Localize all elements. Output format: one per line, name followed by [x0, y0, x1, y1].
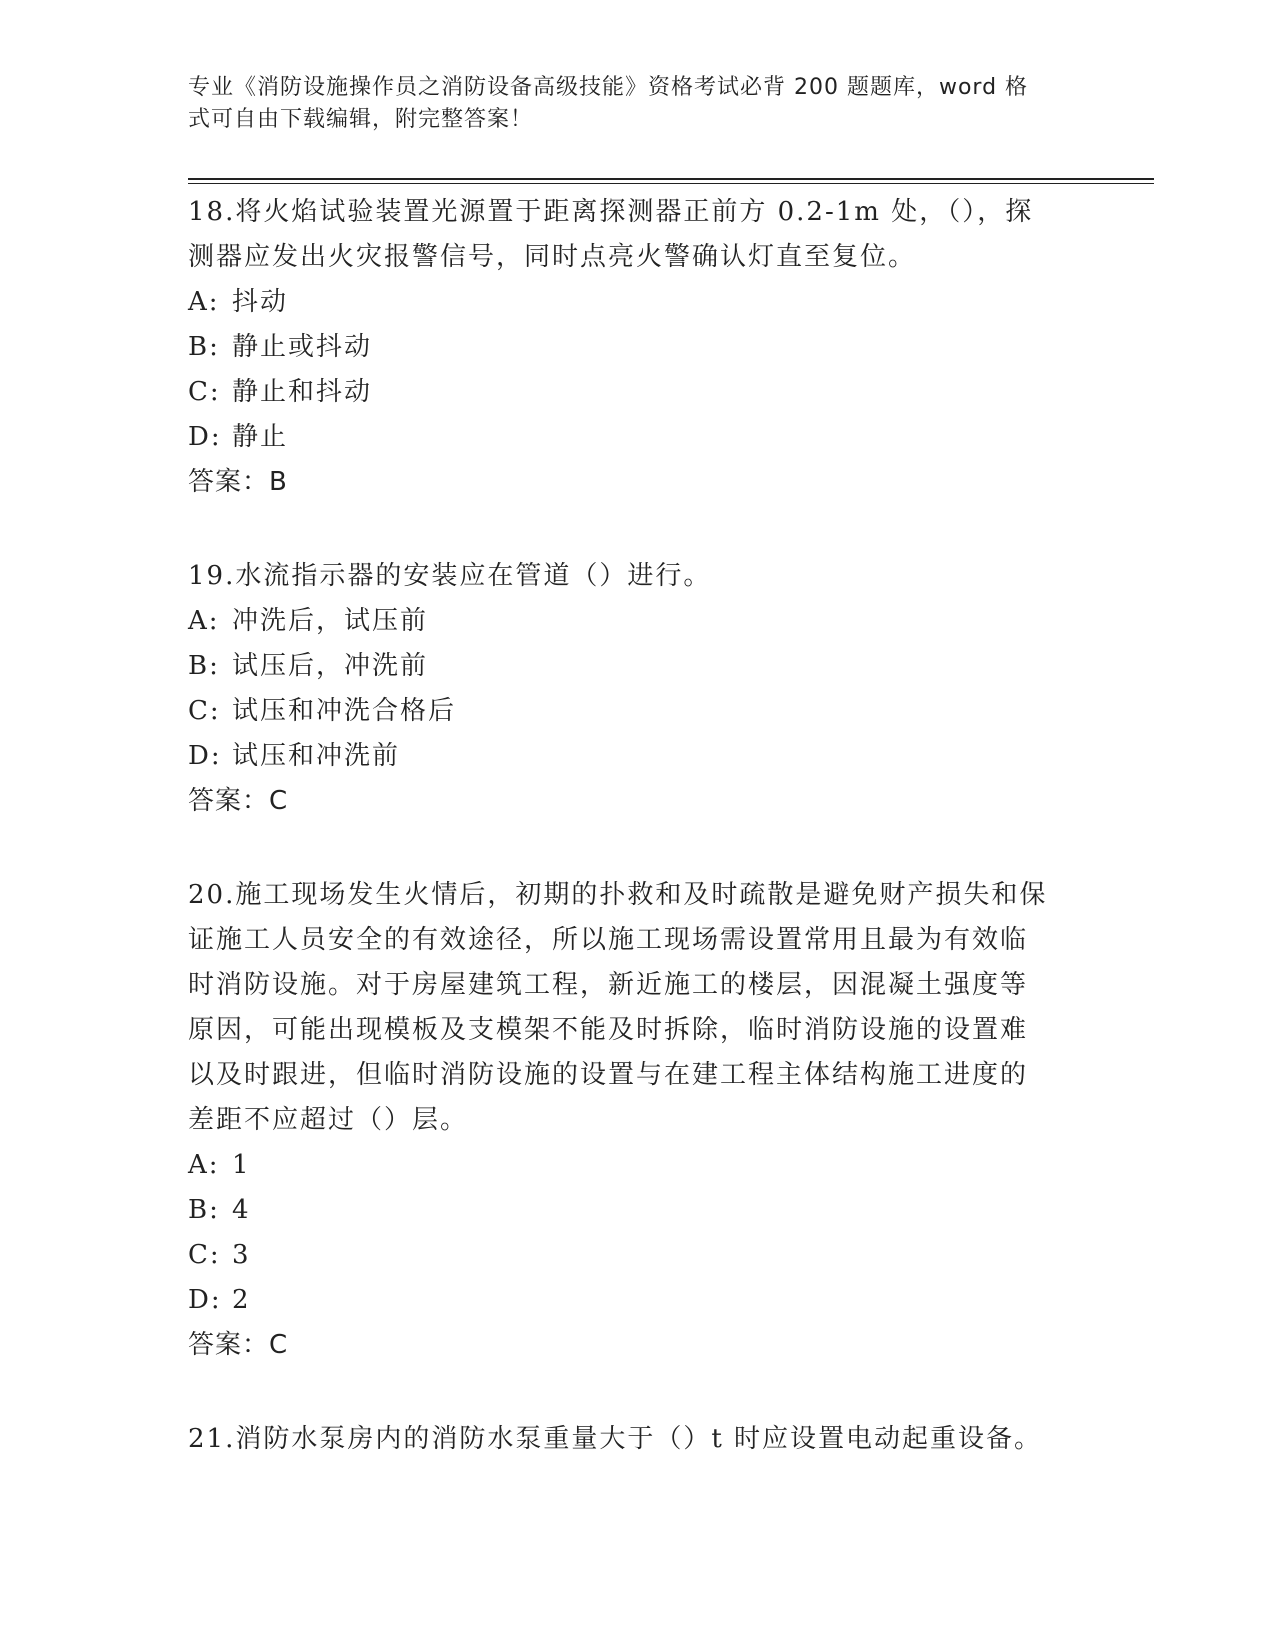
- stem-line: 测器应发出火灾报警信号，同时点亮火警确认灯直至复位。: [188, 242, 917, 272]
- option-a: [188, 280, 1068, 325]
- option-c: [188, 1233, 1068, 1278]
- question-19: [188, 552, 1068, 824]
- stem-line: 以及时跟进，但临时消防设施的设置与在建工程主体结构施工进度的: [188, 1060, 1029, 1090]
- stem-line: 时消防设施。对于房屋建筑工程，新近施工的楼层，因混凝土强度等: [188, 970, 1029, 1000]
- question-spacer: [188, 505, 1068, 552]
- option-b: [188, 644, 1068, 689]
- option-text: 静止和抖动: [232, 377, 373, 407]
- option-key: A:: [188, 1150, 220, 1180]
- option-text: 试压后，冲洗前: [232, 651, 429, 681]
- answer-line: 答案：C: [188, 1330, 289, 1360]
- stem-line: 18.将火焰试验装置光源置于距离探测器正前方 0.2-1m 处，（），探: [188, 197, 1034, 227]
- option-text: 静止: [232, 422, 289, 452]
- header-line-2: 式可自由下载编辑，附完整答案！: [188, 107, 534, 132]
- question-18: [188, 188, 1068, 505]
- stem-line: 差距不应超过（）层。: [188, 1105, 469, 1135]
- option-b: [188, 1188, 1068, 1233]
- option-d: [188, 415, 1068, 460]
- option-text: 静止或抖动: [232, 332, 373, 362]
- option-key: B:: [188, 1195, 220, 1225]
- option-a: [188, 599, 1068, 644]
- question-list: [188, 188, 1068, 1462]
- question-stem: [188, 1415, 1068, 1462]
- question-20: [188, 871, 1068, 1368]
- document-header: [188, 72, 1068, 136]
- option-key: A:: [188, 287, 220, 317]
- option-text: 2: [232, 1285, 251, 1315]
- question-stem: [188, 871, 1068, 1143]
- option-key: B:: [188, 332, 220, 362]
- option-key: D:: [188, 1285, 222, 1315]
- option-d: [188, 734, 1068, 779]
- question-stem: [188, 188, 1068, 280]
- stem-line: 20.施工现场发生火情后，初期的扑救和及时疏散是避免财产损失和保: [188, 880, 1048, 910]
- option-key: C:: [188, 1240, 221, 1270]
- question-spacer: [188, 1368, 1068, 1415]
- option-text: 试压和冲洗前: [232, 741, 401, 771]
- option-text: 冲洗后，试压前: [232, 606, 429, 636]
- header-divider-thick: [188, 178, 1154, 180]
- option-key: A:: [188, 606, 220, 636]
- stem-line: 19.水流指示器的安装应在管道（）进行。: [188, 561, 712, 591]
- option-c: [188, 370, 1068, 415]
- answer-line: 答案：B: [188, 467, 288, 497]
- option-text: 抖动: [232, 287, 289, 317]
- header-divider-thin: [188, 183, 1154, 184]
- stem-line: 21.消防水泵房内的消防水泵重量大于（）t 时应设置电动起重设备。: [188, 1424, 1043, 1454]
- stem-line: 原因，可能出现模板及支模架不能及时拆除，临时消防设施的设置难: [188, 1015, 1029, 1045]
- option-text: 试压和冲洗合格后: [232, 696, 457, 726]
- option-key: C:: [188, 696, 221, 726]
- option-key: B:: [188, 651, 220, 681]
- option-text: 3: [232, 1240, 251, 1270]
- question-spacer: [188, 824, 1068, 871]
- question-21: [188, 1415, 1068, 1462]
- option-b: [188, 325, 1068, 370]
- header-line-1: 专业《消防设施操作员之消防设备高级技能》资格考试必背 200 题题库，word 格: [188, 75, 1029, 100]
- option-key: D:: [188, 422, 222, 452]
- option-key: D:: [188, 741, 222, 771]
- answer-line: 答案：C: [188, 786, 289, 816]
- question-stem: [188, 552, 1068, 599]
- option-text: 1: [232, 1150, 251, 1180]
- option-text: 4: [232, 1195, 251, 1225]
- option-d: [188, 1278, 1068, 1323]
- stem-line: 证施工人员安全的有效途径，所以施工现场需设置常用且最为有效临: [188, 925, 1029, 955]
- option-c: [188, 689, 1068, 734]
- option-a: [188, 1143, 1068, 1188]
- option-key: C:: [188, 377, 221, 407]
